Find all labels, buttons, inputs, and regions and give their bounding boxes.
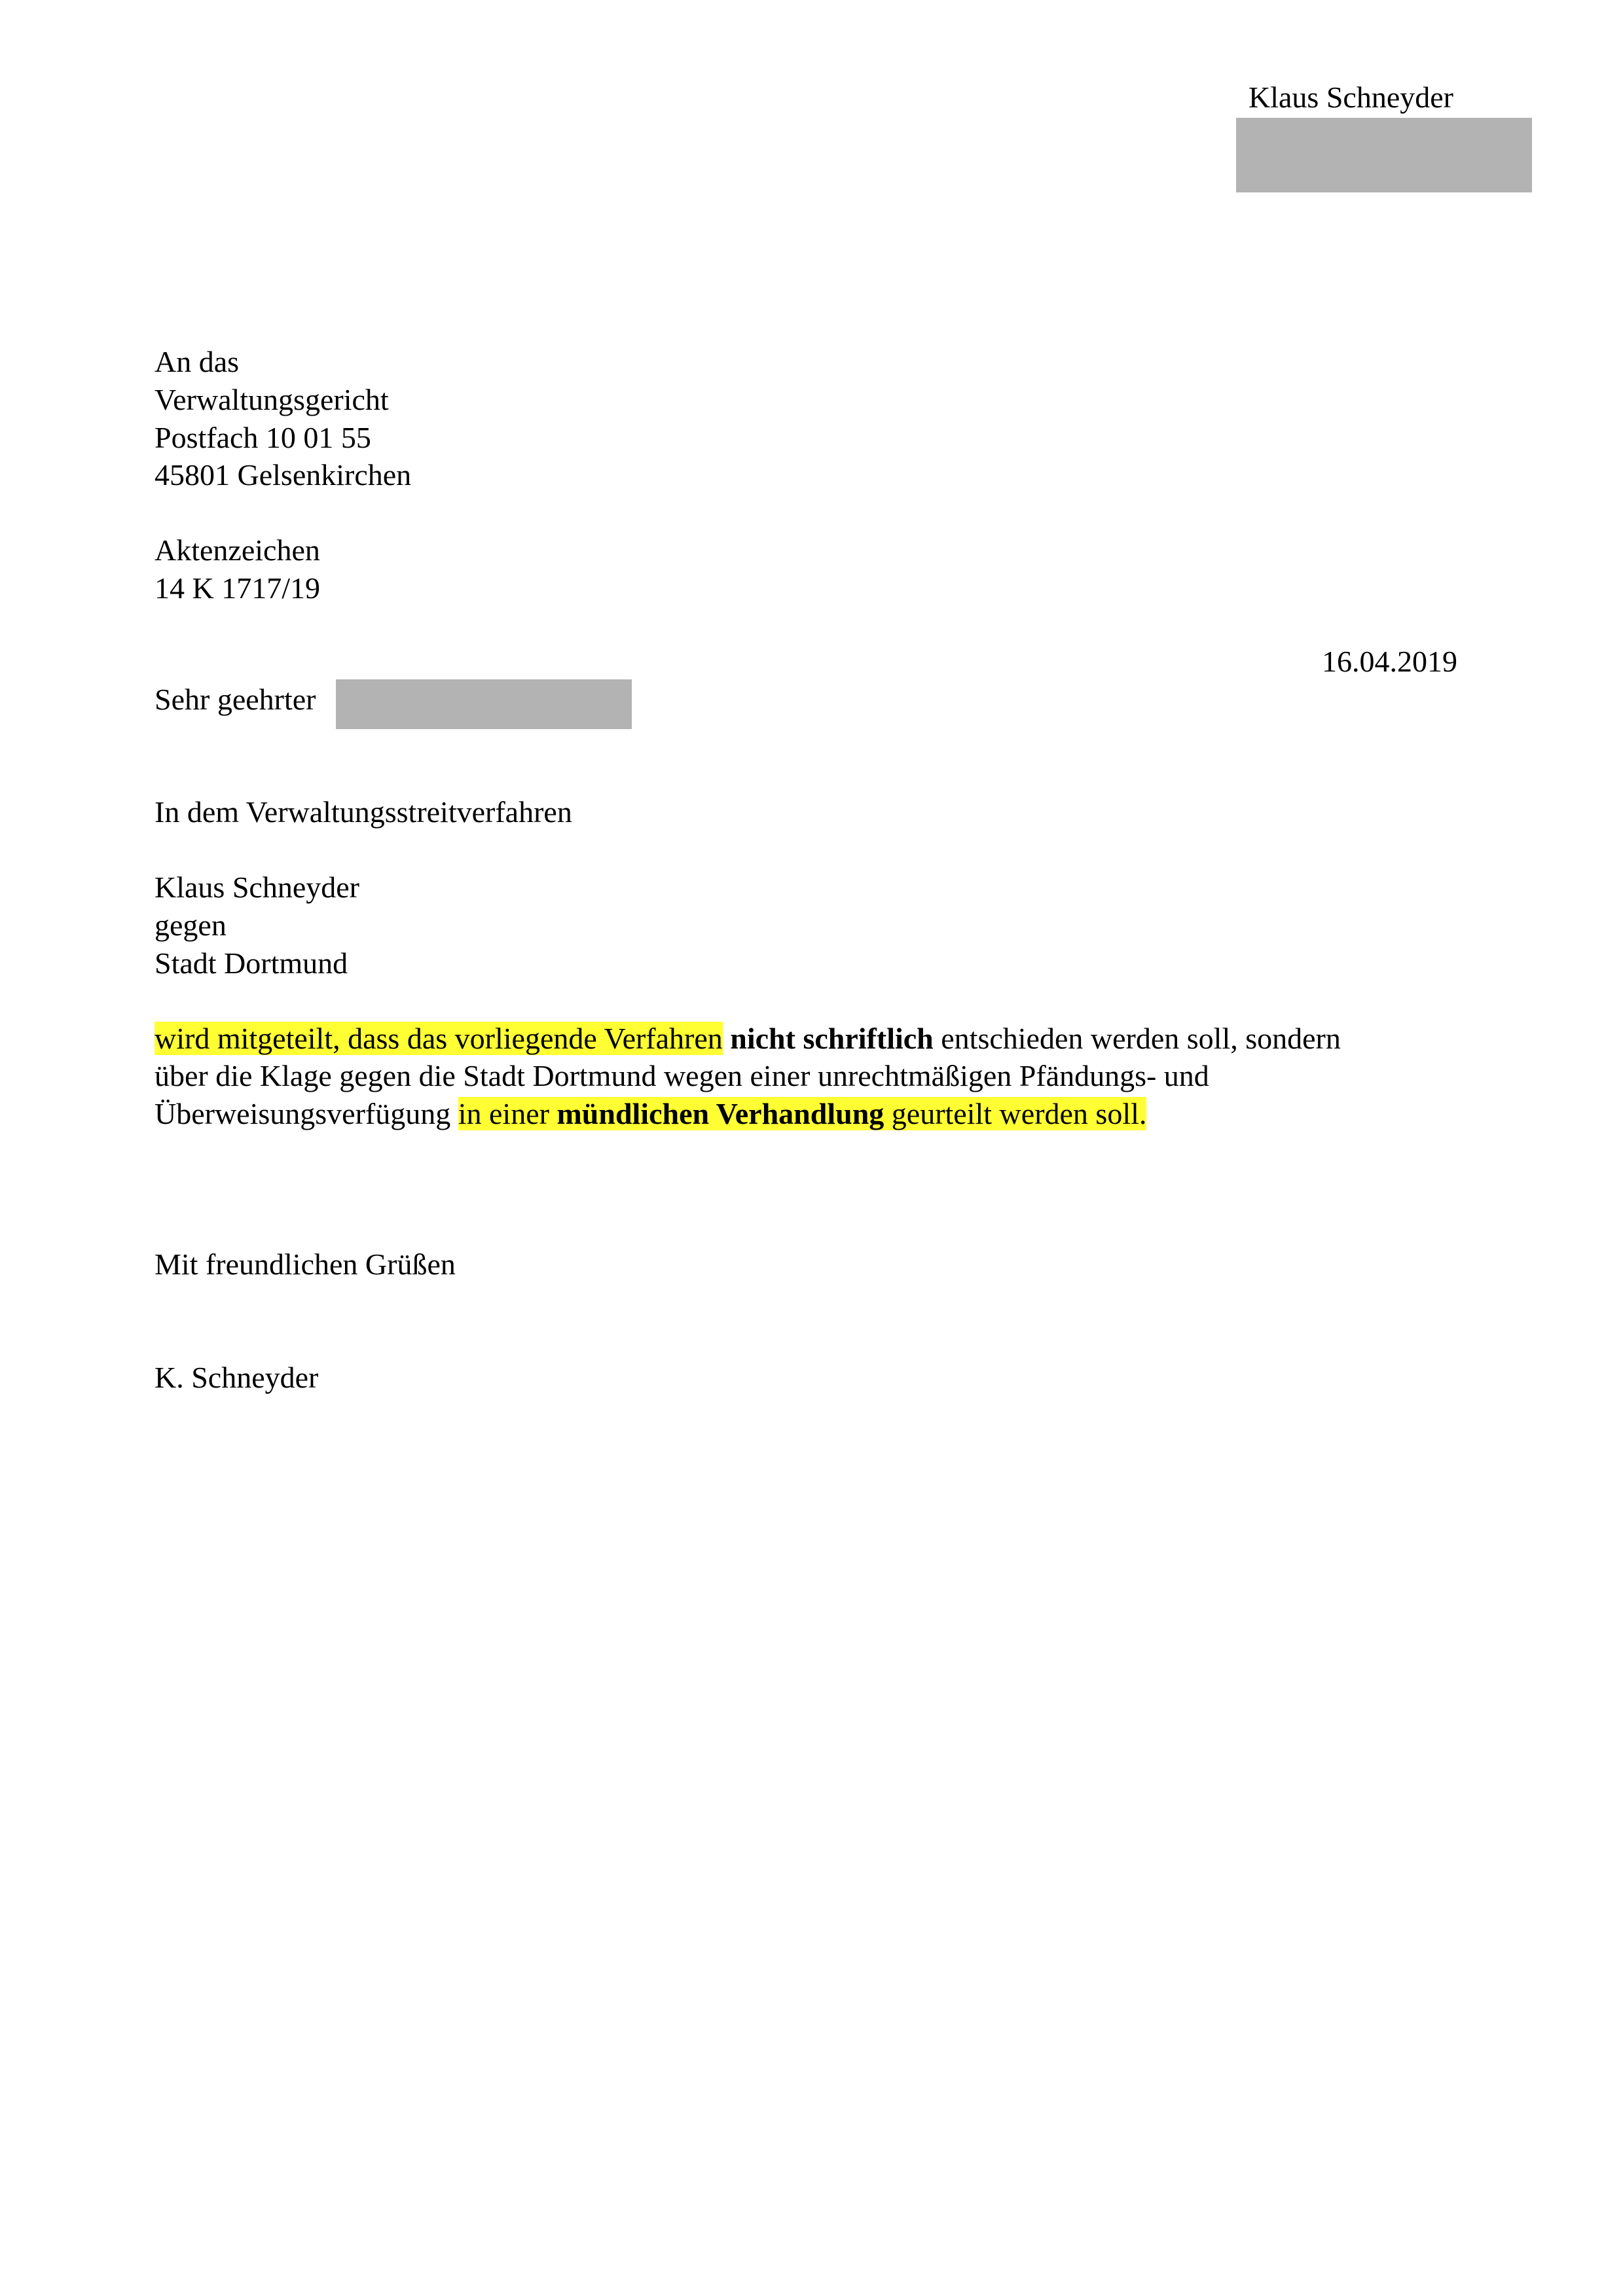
- body-bold-1: nicht schriftlich: [730, 1022, 934, 1055]
- recipient-line-1: An das: [155, 345, 240, 378]
- body-bold-2: mündlichen Verhandlung: [556, 1097, 884, 1130]
- sender-name: Klaus Schneyder: [1249, 81, 1453, 114]
- body-line-1: [155, 1020, 1341, 1058]
- recipient-line-3: Postfach 10 01 55: [155, 421, 371, 454]
- party-versus: gegen: [155, 908, 227, 942]
- signature: K. Schneyder: [155, 1361, 319, 1394]
- sender-address-redaction: [1236, 118, 1532, 192]
- party-plaintiff: Klaus Schneyder: [155, 870, 359, 904]
- closing: Mit freundlichen Grüßen: [155, 1247, 456, 1281]
- body-line-2: über die Klage gegen die Stadt Dortmund wegen einer unrechtmäßigen Pfändungs- und: [155, 1059, 1209, 1092]
- recipient-line-4: 45801 Gelsenkirchen: [155, 458, 412, 492]
- body-text-1: entschieden werden soll, sondern: [941, 1022, 1341, 1055]
- intro-line: In dem Verwaltungsstreitverfahren: [155, 795, 572, 829]
- salutation-name-redaction: [336, 679, 632, 729]
- party-defendant: Stadt Dortmund: [155, 946, 348, 980]
- salutation: Sehr geehrter: [155, 683, 316, 716]
- letter-date: 16.04.2019: [1322, 645, 1457, 678]
- body-text-3: Überweisungsverfügung: [155, 1097, 451, 1130]
- reference-number: 14 K 1717/19: [155, 571, 320, 605]
- body-highlight-2: in einer mündlichen Verhandlung geurteilt werden soll.: [458, 1097, 1147, 1130]
- recipient-line-2: Verwaltungsgericht: [155, 383, 389, 416]
- reference-label: Aktenzeichen: [155, 533, 320, 567]
- body-highlight-1: wird mitgeteilt, dass das vorliegende Verfahren: [155, 1022, 723, 1055]
- body-line-3: [155, 1095, 1146, 1133]
